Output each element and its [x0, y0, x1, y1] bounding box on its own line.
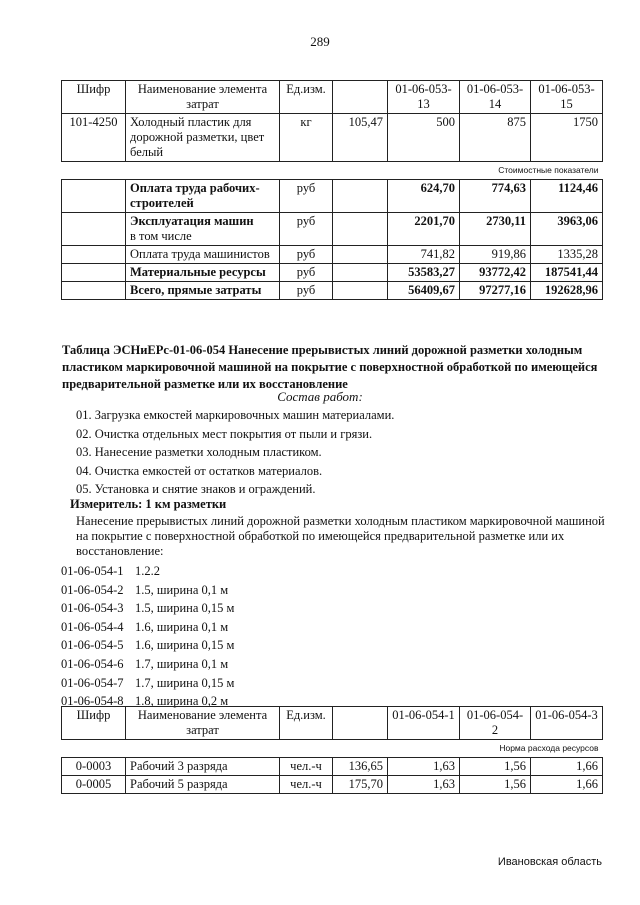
cell-price [333, 246, 388, 264]
cell-value: 192628,96 [531, 282, 603, 300]
header-price [333, 81, 388, 114]
cell-value: 53583,27 [388, 264, 460, 282]
cell-value: 2730,11 [460, 213, 531, 246]
list-item [61, 636, 234, 655]
cell-price: 136,65 [333, 758, 388, 776]
cell-value: 624,70 [388, 180, 460, 213]
list-item [61, 618, 234, 637]
cell-unit: руб [280, 246, 333, 264]
header-name: Наименование элемента затрат [126, 81, 280, 114]
table-header-row [62, 81, 603, 114]
cell-price [333, 180, 388, 213]
code-text: 1.5, ширина 0,15 м [135, 601, 235, 616]
cell-value: 1,56 [460, 758, 531, 776]
table-row [62, 114, 603, 162]
table-row [62, 213, 603, 246]
header-code: Шифр [62, 707, 126, 740]
section-label: Норма расхода ресурсов [62, 740, 603, 758]
cell-name: Материальные ресурсы [126, 264, 280, 282]
cell-price [333, 264, 388, 282]
code: 01-06-054-8 [61, 694, 124, 709]
code: 01-06-054-1 [61, 564, 124, 578]
cell-value: 1124,46 [531, 180, 603, 213]
cell-value: 919,86 [460, 246, 531, 264]
header-col3: 01-06-053-15 [531, 81, 603, 114]
cell-unit: чел.-ч [280, 776, 333, 794]
section-label-row [62, 740, 603, 758]
cell-value: 1750 [531, 114, 603, 162]
cell-price: 105,47 [333, 114, 388, 162]
code: 01-06-054-3 [61, 601, 124, 616]
cell-value: 1,56 [460, 776, 531, 794]
code-text: 1.7, ширина 0,15 м [135, 675, 235, 690]
code: 01-06-054-7 [61, 675, 124, 690]
section-label-row [62, 162, 603, 180]
table-row [62, 758, 603, 776]
page-number: 289 [310, 34, 330, 49]
table-row [62, 180, 603, 213]
cell-value: 93772,42 [460, 264, 531, 282]
list-item: 04. Очистка емкостей от остатков материалов. [76, 463, 323, 478]
cell-value: 774,63 [460, 180, 531, 213]
cell-name: Рабочий 5 разряда [126, 776, 280, 794]
cell-value: 2201,70 [388, 213, 460, 246]
list-item: 03. Нанесение разметки холодным пластиком. [76, 445, 322, 459]
code-text: 1.6, ширина 0,1 м [135, 619, 229, 634]
list-item: 01. Загрузка емкостей маркировочных машин материалами. [76, 408, 395, 422]
composition-heading: Состав работ: [277, 389, 363, 404]
header-name: Наименование элемента затрат [126, 707, 280, 740]
list-item: 02. Очистка отдельных мест покрытия от пыли и грязи. [76, 426, 373, 441]
cell-name: Оплата труда машинистов [126, 246, 280, 264]
table-row [62, 264, 603, 282]
code-text: 1.2.2 [135, 564, 160, 578]
cell-value: 1,63 [388, 776, 460, 794]
cell-code: 101-4250 [62, 114, 126, 162]
cell-name [126, 213, 280, 246]
code-list [61, 562, 234, 711]
measurement-unit: Измеритель: 1 км разметки [70, 497, 227, 511]
cell-unit: руб [280, 264, 333, 282]
header-col1: 01-06-054-1 [388, 707, 460, 740]
cell-code [62, 264, 126, 282]
header-col2: 01-06-053-14 [460, 81, 531, 114]
header-col1: 01-06-053-13 [388, 81, 460, 114]
cell-value: 1335,28 [531, 246, 603, 264]
cell-value: 1,63 [388, 758, 460, 776]
cell-value: 500 [388, 114, 460, 162]
cell-name: Рабочий 3 разряда [126, 758, 280, 776]
list-item: 05. Установка и снятие знаков и ограждений. [76, 482, 316, 496]
cell-unit: руб [280, 180, 333, 213]
cell-value: 1,66 [531, 776, 603, 794]
list-item [61, 655, 234, 674]
header-code: Шифр [62, 81, 126, 114]
code-text: 1.6, ширина 0,15 м [135, 638, 235, 653]
header-col2: 01-06-054-2 [460, 707, 531, 740]
table-row [62, 246, 603, 264]
cell-unit: руб [280, 282, 333, 300]
cell-unit: руб [280, 213, 333, 246]
row-sublabel: в том числе [130, 229, 192, 243]
resource-table-054 [61, 706, 603, 794]
description: Нанесение прерывистых линий дорожной разметки холодным пластиком маркировочной машиной на покрытие с поверхностной обработкой по имеющейся предварительной разметке или их восстановление: [76, 514, 605, 558]
cell-code [62, 246, 126, 264]
cell-name: Оплата труда рабочих-строителей [126, 180, 280, 213]
list-item [61, 599, 234, 618]
header-unit: Ед.изм. [280, 707, 333, 740]
cell-unit: кг [280, 114, 333, 162]
code: 01-06-054-2 [61, 582, 124, 597]
code: 01-06-054-4 [61, 619, 124, 634]
cell-unit: чел.-ч [280, 758, 333, 776]
cell-value: 97277,16 [460, 282, 531, 300]
list-item [61, 674, 234, 693]
cost-table-053 [61, 80, 603, 300]
cell-code: 0-0005 [62, 776, 126, 794]
row-label: Эксплуатация машин [130, 214, 254, 228]
cell-name: Холодный пластик для дорожной разметки, цвет белый [126, 114, 280, 162]
table-row [62, 776, 603, 794]
cell-code: 0-0003 [62, 758, 126, 776]
section-label: Стоимостные показатели [62, 162, 603, 180]
header-price [333, 707, 388, 740]
cell-name: Всего, прямые затраты [126, 282, 280, 300]
section-title: Таблица ЭСНиЕРс-01-06-054 Нанесение прерывистых линий дорожной разметки холодным пластиком маркировочной машиной на покрытие с поверхностной обработкой по имеющейся предварительной разметке или их восстановление [62, 343, 598, 391]
cell-value: 3963,06 [531, 213, 603, 246]
table-row [62, 282, 603, 300]
table-header-row [62, 707, 603, 740]
cell-price [333, 282, 388, 300]
header-col3: 01-06-054-3 [531, 707, 603, 740]
cell-value: 875 [460, 114, 531, 162]
code: 01-06-054-6 [61, 656, 124, 671]
cell-code [62, 213, 126, 246]
cell-value: 187541,44 [531, 264, 603, 282]
footer-region: Ивановская область [497, 856, 602, 868]
work-steps-list [76, 406, 394, 499]
list-item [61, 562, 234, 581]
cell-code [62, 282, 126, 300]
code: 01-06-054-5 [61, 638, 124, 653]
code-text: 1.5, ширина 0,1 м [135, 582, 229, 597]
header-unit: Ед.изм. [280, 81, 333, 114]
cell-price [333, 213, 388, 246]
cell-code [62, 180, 126, 213]
cell-value: 56409,67 [388, 282, 460, 300]
cell-value: 1,66 [531, 758, 603, 776]
list-item [61, 581, 234, 600]
cell-value: 741,82 [388, 246, 460, 264]
cell-price: 175,70 [333, 776, 388, 794]
code-text: 1.7, ширина 0,1 м [135, 656, 229, 671]
code-text: 1.8, ширина 0,2 м [135, 694, 229, 709]
